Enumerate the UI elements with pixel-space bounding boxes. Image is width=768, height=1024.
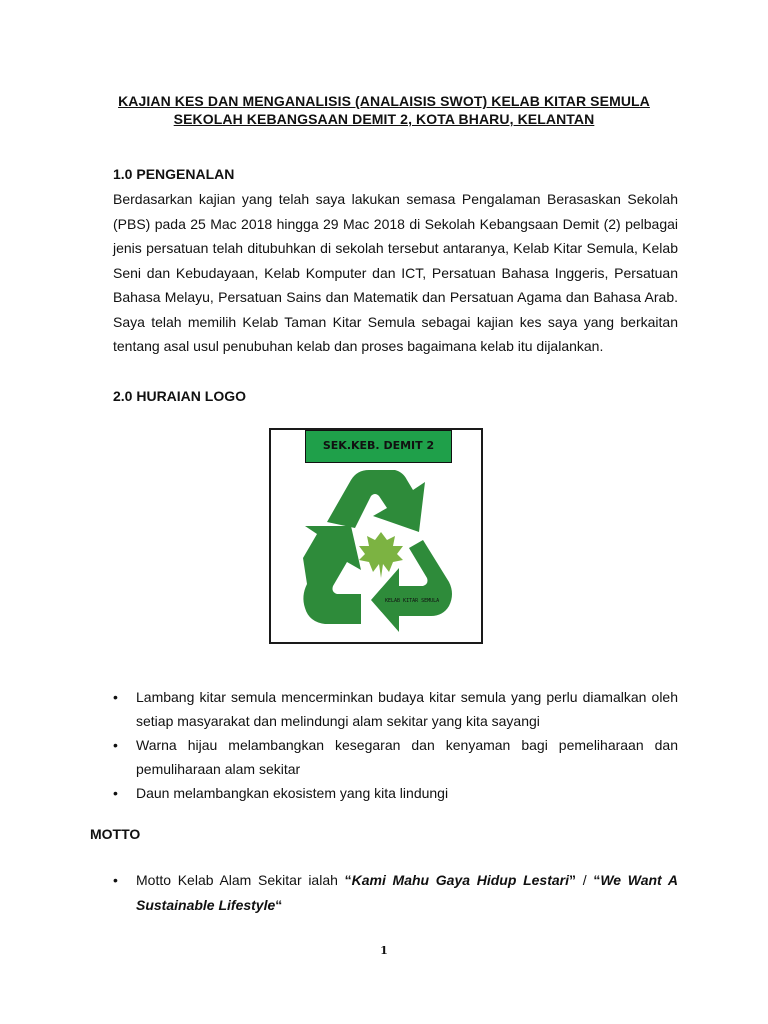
logo-banner: SEK.KEB. DEMIT 2 [305, 430, 452, 463]
section-1-body: Berdasarkan kajian yang telah saya lakukan semasa Pengalaman Berasaskan Sekolah (PBS) pada 25 Mac 2018 hingga 29 Mac 2018 di Sekolah Kebangsaan Demit (2) pelbagai jenis persatuan telah ditubuhkan di sekolah tersebut antaranya, Kelab Kitar Semula, Kelab Seni dan Kebudayaan, Kelab Komputer dan ICT, Persatuan Bahasa Inggeris, Persatuan Bahasa Melayu, Persatuan Sains dan Matematik dan Persatuan Agama dan Bahasa Arab. Saya telah memilih Kelab Taman Kitar Semula sebagai kajian kes saya yang berkaitan tentang asal usul penubuhan kelab dan proses bagaimana kelab itu dijalankan. [113, 191, 678, 354]
bullet-icon: • [113, 785, 118, 801]
section-1-heading: 1.0 PENGENALAN [113, 166, 235, 182]
motto-malay: Kami Mahu Gaya Hidup Lestari [351, 872, 570, 888]
section-2-heading: 2.0 HURAIAN LOGO [113, 388, 247, 404]
title-line-2: SEKOLAH KEBANGSAAN DEMIT 2, KOTA BHARU, KELANTAN [173, 111, 595, 127]
title-line-1: KAJIAN KES DAN MENGANALISIS (ANALAISIS SWOT) KELAB KITAR SEMULA [118, 93, 650, 109]
motto-heading: MOTTO [90, 826, 141, 842]
recycle-arrow-top [327, 470, 425, 532]
recycle-arrow-left [303, 526, 361, 624]
bullet-icon: • [113, 689, 118, 705]
bullet-icon: • [113, 737, 118, 753]
motto-english: We Want A Sustainable Lifestyle [136, 872, 679, 913]
motto-prefix: Motto Kelab Alam Sekitar ialah [136, 872, 345, 888]
recycle-icon [299, 466, 463, 636]
page-number: 1 [380, 944, 388, 957]
motto-list [113, 868, 678, 918]
document-title [60, 92, 708, 128]
list-item: • Motto Kelab Alam Sekitar ialah “Kami Mahu Gaya Hidup Lestari” / “We Want A Sustainable Lifestyle“ [113, 868, 678, 918]
logo-inner-text: KELAB KITAR SEMULA [385, 598, 440, 604]
list-item: • Daun melambangkan ekosistem yang kita lindungi [113, 781, 678, 805]
list-item: • Warna hijau melambangkan kesegaran dan kenyaman bagi pemeliharaan dan pemuliharaan alam sekitar [113, 733, 678, 781]
bullet-icon: • [113, 872, 118, 888]
list-item: • Lambang kitar semula mencerminkan budaya kitar semula yang perlu diamalkan oleh setiap masyarakat dan melindungi alam sekitar yang kita sayangi [113, 685, 678, 733]
logo-description-list [113, 685, 678, 805]
